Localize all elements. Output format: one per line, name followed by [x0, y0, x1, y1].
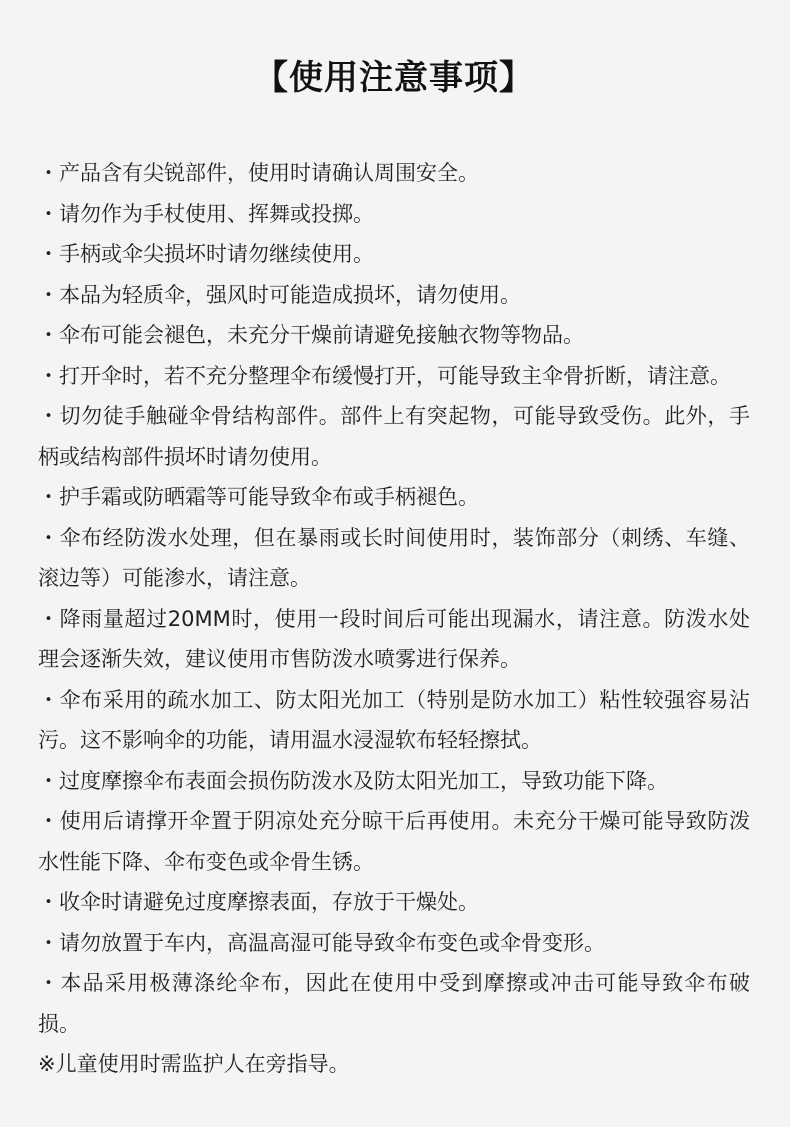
note-item: ・使用后请撑开伞置于阴凉处充分晾干后再使用。未充分干燥可能导致防泼水性能下降、伞布变色或伞骨生锈。	[38, 809, 750, 874]
note-item: ・伞布可能会褪色，未充分干燥前请避免接触衣物等物品。	[38, 323, 584, 347]
note-item: ・降雨量超过20MM时，使用一段时间后可能出现漏水，请注意。防泼水处理会逐渐失效，建议使用市售防泼水喷雾进行保养。	[38, 606, 750, 671]
note-item: ・伞布采用的疏水加工、防太阳光加工（特别是防水加工）粘性较强容易沾污。这不影响伞的功能，请用温水浸湿软布轻轻擦拭。	[38, 687, 750, 752]
children-supervision-note: ※儿童使用时需监护人在旁指导。	[38, 1052, 350, 1076]
note-item: ・伞布经防泼水处理，但在暴雨或长时间使用时，装饰部分（刺绣、车缝、滚边等）可能渗水，请注意。	[38, 525, 750, 590]
note-item: ・请勿作为手杖使用、挥舞或投掷。	[38, 201, 374, 226]
note-item: ・打开伞时，若不充分整理伞布缓慢打开，可能导致主伞骨折断，请注意。	[38, 363, 731, 388]
note-item: ・产品含有尖锐部件，使用时请确认周围安全。	[38, 161, 479, 185]
note-item: ・收伞时请避免过度摩擦表面，存放于干燥处。	[38, 890, 479, 914]
note-item: ・护手霜或防晒霜等可能导致伞布或手柄褪色。	[38, 485, 479, 509]
note-item: ・切勿徒手触碰伞骨结构部件。部件上有突起物，可能导致受伤。此外，手柄或结构部件损坏时请勿使用。	[38, 404, 750, 469]
page-title: 【使用注意事项】	[254, 58, 534, 98]
note-item: ・本品采用极薄涤纶伞布，因此在使用中受到摩擦或冲击可能导致伞布破损。	[38, 971, 750, 1036]
note-item: ・请勿放置于车内，高温高湿可能导致伞布变色或伞骨变形。	[38, 930, 605, 955]
note-item: ・过度摩擦伞布表面会损伤防泼水及防太阳光加工，导致功能下降。	[38, 768, 668, 793]
note-item: ・手柄或伞尖损坏时请勿继续使用。	[38, 242, 374, 266]
notes-list	[38, 153, 750, 1085]
note-item: ・本品为轻质伞，强风时可能造成损坏，请勿使用。	[38, 282, 521, 307]
